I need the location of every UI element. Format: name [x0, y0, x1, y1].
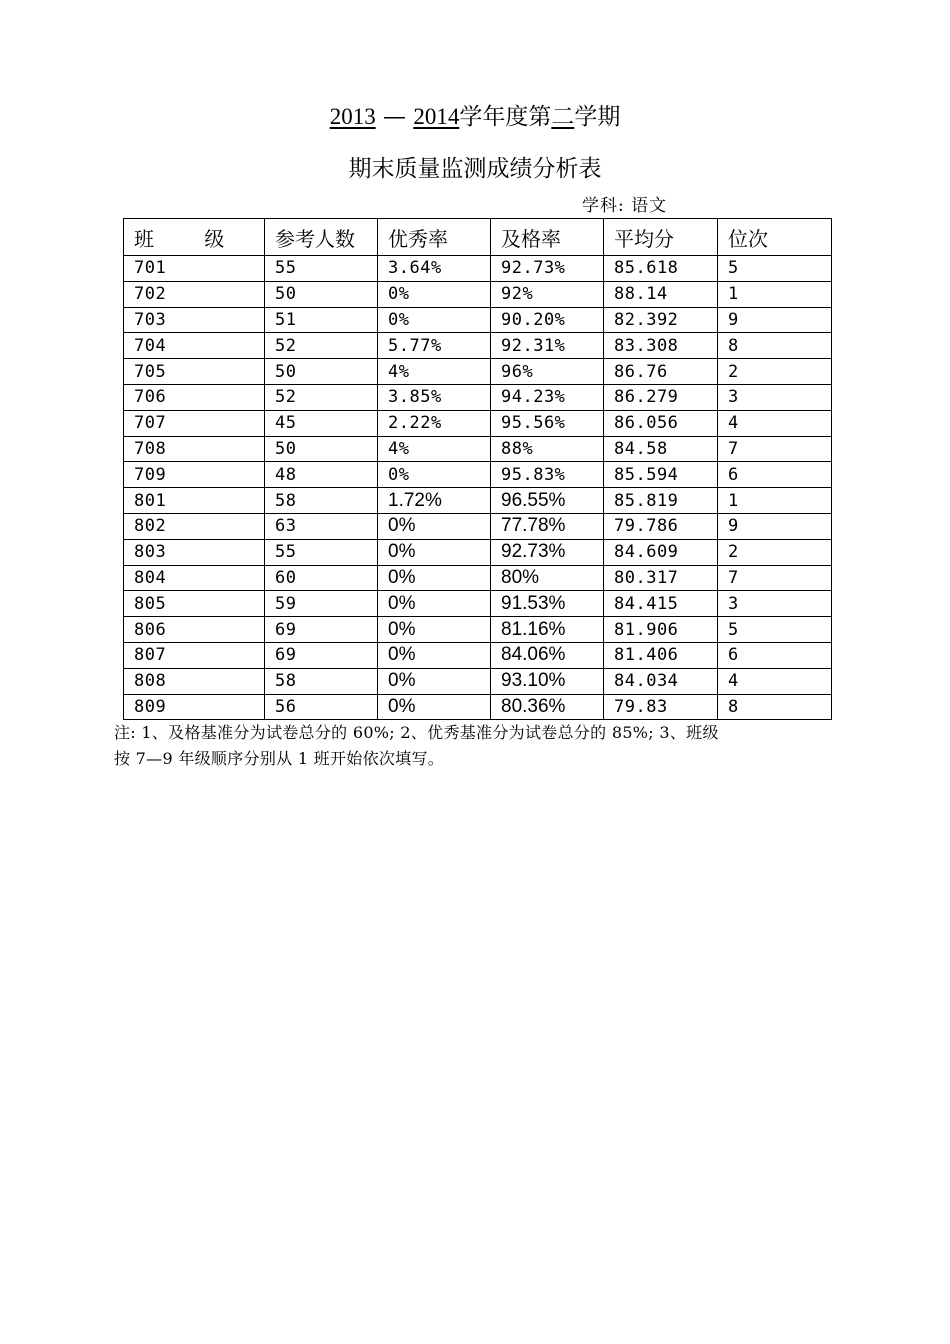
cell-average: 88.14 [604, 281, 718, 307]
cell-count: 58 [265, 488, 378, 514]
column-header-rank: 位次 [718, 219, 832, 256]
academic-year-text: 学年度第 [459, 104, 552, 130]
term-text: 学期 [574, 104, 621, 130]
cell-count: 55 [265, 539, 378, 565]
table-row [124, 359, 832, 385]
cell-pass-rate: 80% [491, 565, 604, 591]
subject-label: 学科: 语文 [582, 196, 668, 216]
cell-count: 59 [265, 591, 378, 617]
cell-pass-rate: 81.16% [491, 617, 604, 643]
cell-rank: 8 [718, 694, 832, 720]
cell-class: 703 [124, 307, 265, 333]
table-row [124, 256, 832, 282]
table-row [124, 462, 832, 488]
cell-class: 709 [124, 462, 265, 488]
table-row [124, 513, 832, 539]
cell-average: 85.594 [604, 462, 718, 488]
cell-pass-rate: 95.56% [491, 410, 604, 436]
cell-average: 86.76 [604, 359, 718, 385]
cell-class: 706 [124, 384, 265, 410]
column-header-average: 平均分 [604, 219, 718, 256]
cell-pass-rate: 96% [491, 359, 604, 385]
cell-count: 50 [265, 436, 378, 462]
cell-count: 63 [265, 513, 378, 539]
cell-rank: 7 [718, 436, 832, 462]
cell-pass-rate: 91.53% [491, 591, 604, 617]
cell-excellent-rate: 4% [378, 436, 491, 462]
cell-average: 79.83 [604, 694, 718, 720]
cell-rank: 5 [718, 617, 832, 643]
cell-pass-rate: 90.20% [491, 307, 604, 333]
cell-excellent-rate: 0% [378, 539, 491, 565]
cell-pass-rate: 88% [491, 436, 604, 462]
table-row [124, 307, 832, 333]
cell-class: 802 [124, 513, 265, 539]
table-header-row [124, 219, 832, 256]
cell-count: 69 [265, 642, 378, 668]
cell-count: 52 [265, 333, 378, 359]
cell-class: 702 [124, 281, 265, 307]
cell-rank: 1 [718, 488, 832, 514]
cell-rank: 3 [718, 591, 832, 617]
cell-excellent-rate: 2.22% [378, 410, 491, 436]
column-header-pass-rate: 及格率 [491, 219, 604, 256]
score-analysis-table [123, 218, 832, 720]
cell-pass-rate: 92% [491, 281, 604, 307]
cell-class: 801 [124, 488, 265, 514]
cell-class: 809 [124, 694, 265, 720]
year-start: 2013 [329, 104, 376, 129]
column-header-excellent-rate: 优秀率 [378, 219, 491, 256]
column-header-count: 参考人数 [265, 219, 378, 256]
cell-count: 55 [265, 256, 378, 282]
cell-average: 84.034 [604, 668, 718, 694]
cell-class: 708 [124, 436, 265, 462]
cell-average: 85.618 [604, 256, 718, 282]
column-header-class: 班 级 [124, 219, 265, 256]
table-row [124, 539, 832, 565]
cell-average: 86.056 [604, 410, 718, 436]
cell-excellent-rate: 0% [378, 462, 491, 488]
table-row [124, 384, 832, 410]
table-row [124, 668, 832, 694]
footnote-line-1: 注: 1、及格基准分为试卷总分的 60%; 2、优秀基准分为试卷总分的 85%; 3、班级 [114, 723, 719, 742]
cell-count: 50 [265, 359, 378, 385]
cell-rank: 7 [718, 565, 832, 591]
cell-rank: 4 [718, 668, 832, 694]
cell-class: 804 [124, 565, 265, 591]
footnote [114, 720, 814, 772]
cell-average: 85.819 [604, 488, 718, 514]
cell-excellent-rate: 0% [378, 591, 491, 617]
table-row [124, 617, 832, 643]
cell-excellent-rate: 0% [378, 694, 491, 720]
cell-class: 803 [124, 539, 265, 565]
cell-average: 84.609 [604, 539, 718, 565]
cell-average: 86.279 [604, 384, 718, 410]
cell-rank: 1 [718, 281, 832, 307]
year-end: 2014 [413, 104, 460, 129]
cell-rank: 3 [718, 384, 832, 410]
cell-pass-rate: 84.06% [491, 642, 604, 668]
cell-pass-rate: 80.36% [491, 694, 604, 720]
cell-rank: 2 [718, 359, 832, 385]
cell-count: 58 [265, 668, 378, 694]
document-title [0, 102, 950, 132]
cell-pass-rate: 95.83% [491, 462, 604, 488]
cell-excellent-rate: 0% [378, 668, 491, 694]
cell-class: 805 [124, 591, 265, 617]
cell-class: 704 [124, 333, 265, 359]
cell-count: 51 [265, 307, 378, 333]
cell-count: 52 [265, 384, 378, 410]
cell-excellent-rate: 0% [378, 281, 491, 307]
table-row [124, 281, 832, 307]
table-body [124, 256, 832, 720]
cell-pass-rate: 92.31% [491, 333, 604, 359]
cell-class: 807 [124, 642, 265, 668]
cell-rank: 8 [718, 333, 832, 359]
cell-count: 60 [265, 565, 378, 591]
cell-count: 50 [265, 281, 378, 307]
cell-count: 69 [265, 617, 378, 643]
cell-rank: 2 [718, 539, 832, 565]
cell-rank: 9 [718, 307, 832, 333]
table-row [124, 642, 832, 668]
cell-class: 701 [124, 256, 265, 282]
cell-average: 79.786 [604, 513, 718, 539]
cell-pass-rate: 92.73% [491, 256, 604, 282]
cell-class: 806 [124, 617, 265, 643]
cell-pass-rate: 96.55% [491, 488, 604, 514]
cell-rank: 6 [718, 642, 832, 668]
cell-excellent-rate: 0% [378, 307, 491, 333]
cell-pass-rate: 94.23% [491, 384, 604, 410]
cell-excellent-rate: 3.85% [378, 384, 491, 410]
cell-average: 80.317 [604, 565, 718, 591]
cell-average: 82.392 [604, 307, 718, 333]
document-subtitle: 期末质量监测成绩分析表 [348, 156, 602, 182]
cell-rank: 9 [718, 513, 832, 539]
year-dash: — [383, 104, 406, 130]
cell-average: 81.406 [604, 642, 718, 668]
cell-excellent-rate: 1.72% [378, 488, 491, 514]
cell-class: 707 [124, 410, 265, 436]
cell-average: 84.58 [604, 436, 718, 462]
cell-average: 81.906 [604, 617, 718, 643]
cell-pass-rate: 93.10% [491, 668, 604, 694]
cell-count: 45 [265, 410, 378, 436]
cell-average: 84.415 [604, 591, 718, 617]
cell-excellent-rate: 4% [378, 359, 491, 385]
cell-pass-rate: 77.78% [491, 513, 604, 539]
cell-class: 808 [124, 668, 265, 694]
table-row [124, 591, 832, 617]
cell-rank: 6 [718, 462, 832, 488]
table-row [124, 565, 832, 591]
term-number: 二 [551, 104, 575, 129]
footnote-line-2: 按 7—9 年级顺序分别从 1 班开始依次填写。 [114, 749, 445, 768]
table-row [124, 410, 832, 436]
table-row [124, 333, 832, 359]
cell-excellent-rate: 0% [378, 642, 491, 668]
cell-class: 705 [124, 359, 265, 385]
table-row [124, 694, 832, 720]
cell-average: 83.308 [604, 333, 718, 359]
cell-excellent-rate: 5.77% [378, 333, 491, 359]
table-row [124, 436, 832, 462]
table-row [124, 488, 832, 514]
cell-rank: 4 [718, 410, 832, 436]
cell-count: 48 [265, 462, 378, 488]
cell-excellent-rate: 0% [378, 617, 491, 643]
cell-rank: 5 [718, 256, 832, 282]
cell-excellent-rate: 3.64% [378, 256, 491, 282]
cell-count: 56 [265, 694, 378, 720]
cell-excellent-rate: 0% [378, 513, 491, 539]
cell-pass-rate: 92.73% [491, 539, 604, 565]
cell-excellent-rate: 0% [378, 565, 491, 591]
